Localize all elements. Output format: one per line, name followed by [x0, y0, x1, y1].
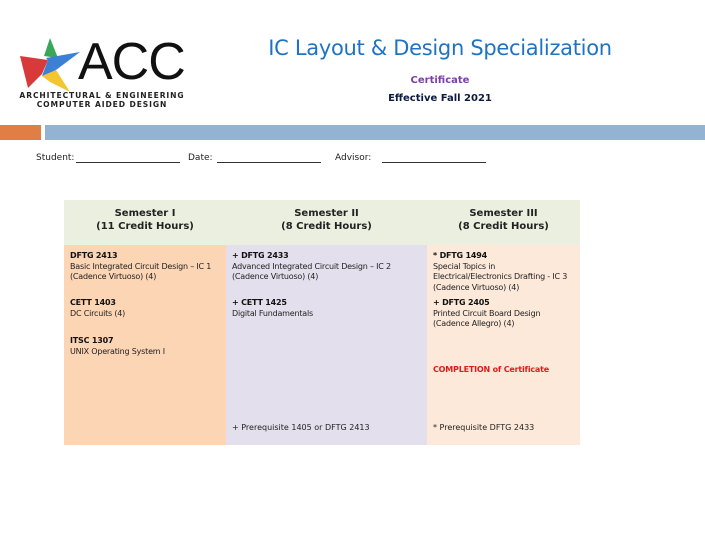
semester-2-body [226, 245, 427, 445]
semester-3-header [427, 200, 580, 245]
completion-label: COMPLETION of Certificate [433, 365, 549, 374]
semester-1-body [64, 245, 226, 445]
semester-3-column [427, 200, 580, 445]
semester-table [64, 200, 580, 445]
star-logo-icon [20, 38, 80, 94]
course-name: DC Circuits (4) [70, 308, 126, 318]
course-name: Printed Circuit Board Design (Cadence Allegro) (4) [433, 308, 541, 328]
logo-subtitle-line1: ARCHITECTURAL & ENGINEERING [19, 91, 185, 100]
course-code: + DFTG 2405 [433, 298, 490, 307]
semester-3-hours: (8 Credit Hours) [458, 221, 549, 232]
course-name: Special Topics in Electrical/Electronics Drafting - IC 3 (Cadence Virtuoso) (4) [433, 261, 568, 292]
course-code: ITSC 1307 [70, 336, 114, 345]
divider-blue [45, 125, 705, 140]
semester-2-column [226, 200, 427, 445]
course-name: UNIX Operating System I [70, 346, 165, 356]
course-item [70, 251, 222, 283]
acc-logo [12, 33, 192, 109]
semester-1-header [64, 200, 226, 245]
course-item [433, 298, 576, 330]
advisor-label: Advisor: [335, 153, 372, 163]
course-code: + CETT 1425 [232, 298, 287, 307]
student-info-form [0, 150, 705, 170]
prerequisite-note: * Prerequisite DFTG 2433 [433, 423, 535, 432]
semester-1-title: Semester I [114, 208, 176, 219]
student-field[interactable] [76, 162, 180, 163]
date-label: Date: [188, 153, 213, 163]
course-code: * DFTG 1494 [433, 251, 487, 260]
page-subtitle: Certificate [410, 75, 470, 86]
course-name: Digital Fundamentals [232, 308, 313, 318]
course-item [232, 251, 423, 283]
logo-subtitle [12, 91, 192, 109]
course-item [70, 298, 222, 319]
course-code: CETT 1403 [70, 298, 116, 307]
course-item [70, 336, 222, 357]
semester-2-hours: (8 Credit Hours) [281, 221, 372, 232]
divider-orange [0, 125, 41, 140]
prerequisite-note: + Prerequisite 1405 or DFTG 2413 [232, 423, 370, 432]
logo-subtitle-line2: COMPUTER AIDED DESIGN [36, 100, 168, 109]
page-title: IC Layout & Design Specialization [268, 36, 612, 60]
course-item [232, 298, 423, 319]
course-code: + DFTG 2433 [232, 251, 289, 260]
course-item [433, 251, 576, 293]
advisor-field[interactable] [382, 162, 486, 163]
semester-1-hours: (11 Credit Hours) [96, 221, 194, 232]
semester-3-title: Semester III [469, 208, 538, 219]
date-field[interactable] [217, 162, 321, 163]
student-label: Student: [36, 153, 75, 163]
semester-1-column [64, 200, 226, 445]
effective-date: Effective Fall 2021 [388, 93, 492, 104]
course-name: Basic Integrated Circuit Design – IC 1 (Cadence Virtuoso) (4) [70, 261, 212, 281]
course-code: DFTG 2413 [70, 251, 118, 260]
course-name: Advanced Integrated Circuit Design – IC 2 (Cadence Virtuoso) (4) [232, 261, 391, 281]
semester-2-title: Semester II [294, 208, 359, 219]
semester-2-header [226, 200, 427, 245]
semester-3-body [427, 245, 580, 445]
logo-acc-text: ACC [78, 33, 185, 91]
